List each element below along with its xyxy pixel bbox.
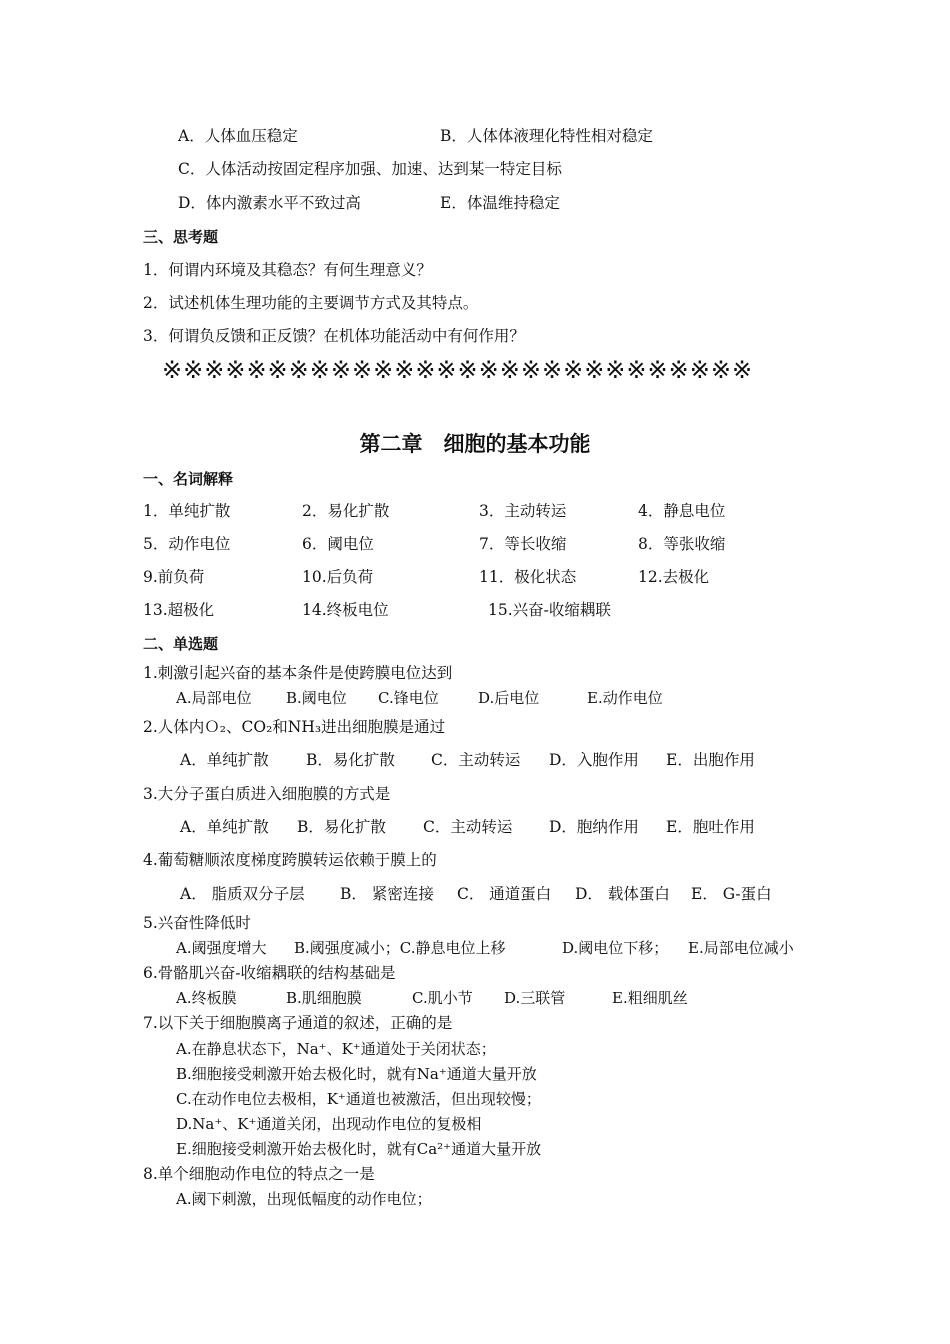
term-item: 13.超极化 — [143, 601, 215, 619]
answer-option: B.阈强度减小；C.静息电位上移 — [294, 939, 506, 957]
term-item: 9.前负荷 — [143, 568, 205, 586]
section-heading-terms: 一、名词解释 — [143, 470, 234, 488]
term-item: 4．静息电位 — [638, 502, 726, 520]
answer-option: D． 载体蛋白 — [575, 885, 670, 903]
answer-option: E.局部电位减小 — [688, 939, 794, 957]
answer-option: B.细胞接受刺激开始去极化时，就有Na⁺通道大量开放 — [176, 1065, 537, 1083]
term-item: 3．主动转运 — [479, 502, 567, 520]
term-item: 5．动作电位 — [143, 535, 231, 553]
term-item: 14.终板电位 — [302, 601, 389, 619]
question-stem: 3.大分子蛋白质进入细胞膜的方式是 — [143, 785, 391, 803]
answer-option: A.在静息状态下，Na⁺、K⁺通道处于关闭状态； — [176, 1040, 496, 1058]
option-b: B．人体体液理化特性相对稳定 — [440, 127, 653, 145]
answer-option: C.肌小节 — [412, 989, 473, 1007]
answer-option: E.粗细肌丝 — [612, 989, 688, 1007]
answer-option: A.阈下刺激，出现低幅度的动作电位； — [176, 1190, 432, 1208]
term-item: 2．易化扩散 — [302, 502, 390, 520]
answer-option: A． 脂质双分子层 — [180, 885, 305, 903]
question-stem: 1.刺激引起兴奋的基本条件是使跨膜电位达到 — [143, 664, 453, 682]
answer-option: D.阈电位下移； — [562, 939, 669, 957]
answer-option: C． 通道蛋白 — [457, 885, 552, 903]
question-stem: 2.人体内Ｏ₂、CO₂和NH₃进出细胞膜是通过 — [143, 718, 446, 736]
question-stem: 7.以下关于细胞膜离子通道的叙述，正确的是 — [143, 1014, 453, 1032]
answer-option: A.终板膜 — [176, 989, 237, 1007]
term-item: 7．等长收缩 — [479, 535, 567, 553]
answer-option: C．主动转运 — [423, 818, 513, 836]
term-item: 6．阈电位 — [302, 535, 374, 553]
term-item: 15.兴奋-收缩耦联 — [488, 601, 611, 619]
question-stem: 6.骨骼肌兴奋-收缩耦联的结构基础是 — [143, 964, 396, 982]
answer-option: C.在动作电位去极相，K⁺通道也被激活，但出现较慢； — [176, 1090, 541, 1108]
section-heading-mcq: 二、单选题 — [143, 635, 219, 653]
answer-option: E.动作电位 — [587, 689, 663, 707]
question-stem: 8.单个细胞动作电位的特点之一是 — [143, 1165, 375, 1183]
answer-option: B.阈电位 — [286, 689, 347, 707]
answer-option: C.锋电位 — [378, 689, 439, 707]
option-d: D．体内激素水平不致过高 — [178, 194, 361, 212]
answer-option: B．易化扩散 — [306, 751, 395, 769]
answer-option: B．易化扩散 — [297, 818, 386, 836]
answer-option: E．出胞作用 — [666, 751, 755, 769]
thinking-q2: 2．试述机体生理功能的主要调节方式及其特点。 — [143, 294, 479, 312]
term-item: 11．极化状态 — [479, 568, 577, 586]
answer-option: A.局部电位 — [176, 689, 252, 707]
answer-option: A.阈强度增大 — [176, 939, 267, 957]
section-heading-thinking: 三、思考题 — [143, 228, 219, 246]
answer-option: A．单纯扩散 — [180, 818, 269, 836]
answer-option: D．胞纳作用 — [549, 818, 639, 836]
question-stem: 4.葡萄糖顺浓度梯度跨膜转运依赖于膜上的 — [143, 851, 437, 869]
option-a: A．人体血压稳定 — [178, 127, 298, 145]
chapter-title: 第二章 细胞的基本功能 — [359, 432, 591, 456]
answer-option: D.Na⁺、K⁺通道关闭，出现动作电位的复极相 — [176, 1115, 482, 1133]
answer-option: C．主动转运 — [431, 751, 521, 769]
option-c: C．人体活动按固定程序加强、加速、达到某一特定目标 — [178, 160, 562, 178]
option-e: E．体温维持稳定 — [440, 194, 560, 212]
term-item: 12.去极化 — [638, 568, 710, 586]
question-stem: 5.兴奋性降低时 — [143, 914, 251, 932]
thinking-q1: 1．何谓内环境及其稳态？有何生理意义？ — [143, 261, 432, 279]
separator-line: ※※※※※※※※※※※※※※※※※※※※※※※※※※※※ — [162, 356, 754, 384]
term-item: 8．等张收缩 — [638, 535, 726, 553]
answer-option: E． G-蛋白 — [691, 885, 772, 903]
term-item: 1．单纯扩散 — [143, 502, 231, 520]
answer-option: E．胞吐作用 — [666, 818, 755, 836]
thinking-q3: 3．何谓负反馈和正反馈？在机体功能活动中有何作用？ — [143, 327, 525, 345]
answer-option: B． 紧密连接 — [340, 885, 434, 903]
answer-option: A．单纯扩散 — [180, 751, 269, 769]
answer-option: B.肌细胞膜 — [286, 989, 362, 1007]
answer-option: E.细胞接受刺激开始去极化时，就有Ca²⁺通道大量开放 — [176, 1140, 542, 1158]
answer-option: D．入胞作用 — [549, 751, 639, 769]
answer-option: D.后电位 — [478, 689, 540, 707]
term-item: 10.后负荷 — [302, 568, 374, 586]
answer-option: D.三联管 — [504, 989, 566, 1007]
